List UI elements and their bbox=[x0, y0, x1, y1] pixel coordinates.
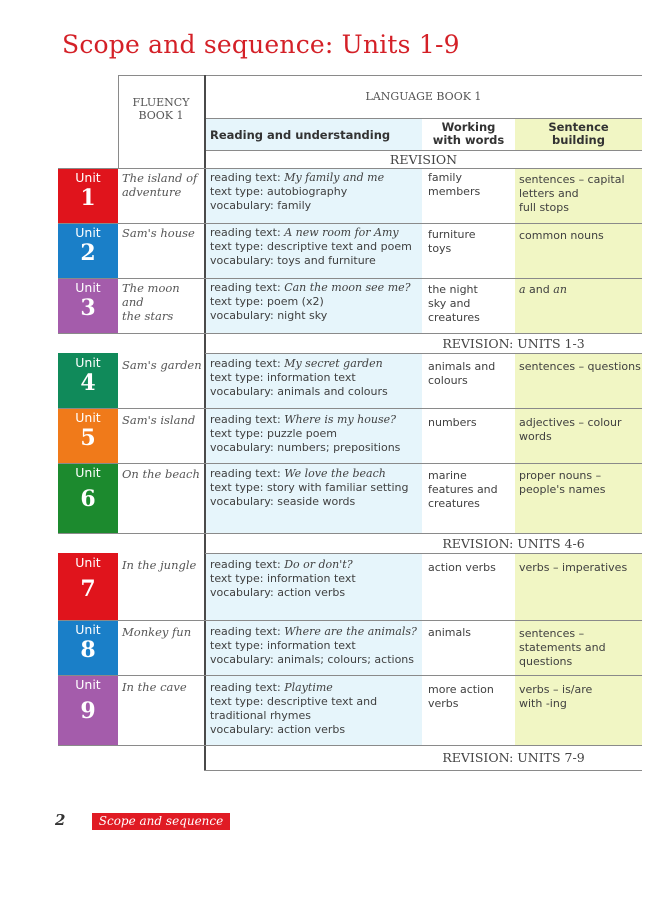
text-type: text type: poem (x2) bbox=[210, 295, 324, 308]
unit-number: 2 bbox=[80, 240, 96, 266]
reading-text-title: Where is my house? bbox=[284, 413, 397, 426]
fluency-line: The moon and bbox=[122, 281, 180, 309]
reading-cell bbox=[210, 226, 412, 268]
working-cell bbox=[428, 416, 477, 430]
row-line bbox=[58, 408, 642, 409]
fluency-book-header bbox=[118, 96, 204, 122]
reading-cell bbox=[210, 558, 356, 600]
reading-text-title: Can the moon see me? bbox=[284, 281, 411, 294]
unit-badge-5 bbox=[58, 408, 118, 463]
sentence-line: sentences – capital bbox=[519, 173, 625, 186]
sentence-header-line2: building bbox=[552, 133, 605, 147]
working-line: sky and bbox=[428, 297, 471, 310]
fluency-line: the stars bbox=[122, 309, 174, 323]
reading-text-label: reading text: bbox=[210, 171, 285, 184]
sentence-line: proper nouns – bbox=[519, 469, 602, 482]
text-type: text type: story with familiar setting bbox=[210, 481, 409, 494]
fluency-line: adventure bbox=[122, 185, 182, 199]
fluency-line: Sam's island bbox=[122, 413, 196, 427]
text-type: traditional rhymes bbox=[210, 709, 312, 722]
table-top-border bbox=[118, 75, 642, 76]
reading-text-title: A new room for Amy bbox=[284, 226, 399, 239]
vocabulary: vocabulary: numbers; prepositions bbox=[210, 441, 401, 454]
row-line bbox=[58, 333, 642, 334]
sentence-line: adjectives – colour bbox=[519, 416, 622, 429]
reading-cell bbox=[210, 625, 417, 667]
sentence-cell bbox=[519, 627, 606, 669]
unit-number: 5 bbox=[80, 425, 96, 451]
working-line: more action bbox=[428, 683, 494, 696]
fluency-line: Sam's garden bbox=[122, 358, 202, 372]
reading-text-label: reading text: bbox=[210, 625, 285, 638]
sentence-cell bbox=[519, 173, 625, 215]
main-divider bbox=[204, 75, 206, 770]
reading-text-label: reading text: bbox=[210, 413, 285, 426]
unit-badge-2 bbox=[58, 223, 118, 278]
fluency-line: In the jungle bbox=[122, 558, 197, 572]
working-cell bbox=[428, 469, 498, 511]
row-line bbox=[58, 168, 642, 169]
revision-row: REVISION: UNITS 7-9 bbox=[442, 750, 585, 765]
vocabulary: vocabulary: animals and colours bbox=[210, 385, 388, 398]
vocabulary: vocabulary: seaside words bbox=[210, 495, 356, 508]
unit-label: Unit bbox=[75, 170, 101, 185]
working-line: furniture bbox=[428, 228, 476, 241]
reading-text-label: reading text: bbox=[210, 558, 285, 571]
revision-row: REVISION: UNITS 4-6 bbox=[442, 536, 585, 551]
reading-text-label: reading text: bbox=[210, 357, 285, 370]
row-line bbox=[58, 745, 642, 746]
working-cell bbox=[428, 283, 480, 325]
sentence-cell bbox=[519, 416, 622, 444]
fluency-cell bbox=[122, 467, 202, 481]
row-line bbox=[58, 463, 642, 464]
unit-label: Unit bbox=[75, 465, 101, 480]
unit-label: Unit bbox=[75, 677, 101, 692]
fluency-cell bbox=[122, 413, 202, 427]
subheader-bottom-border bbox=[205, 150, 642, 151]
vocabulary: vocabulary: toys and furniture bbox=[210, 254, 376, 267]
working-line: creatures bbox=[428, 311, 480, 324]
sentence-line: verbs – imperatives bbox=[519, 561, 628, 574]
table-bottom-border bbox=[204, 770, 642, 771]
unit-badge-4 bbox=[58, 353, 118, 408]
vocabulary: vocabulary: action verbs bbox=[210, 723, 346, 736]
reading-cell bbox=[210, 171, 384, 213]
unit-number: 8 bbox=[80, 637, 96, 663]
unit-badge-7 bbox=[58, 553, 118, 620]
working-cell bbox=[428, 360, 495, 388]
reading-text-title: My family and me bbox=[284, 171, 385, 184]
unit-number: 6 bbox=[80, 486, 96, 512]
fluency-cell bbox=[122, 226, 202, 240]
sentence-line: verbs – is/are bbox=[519, 683, 593, 696]
unit-label: Unit bbox=[75, 622, 101, 637]
unit-label: Unit bbox=[75, 225, 101, 240]
working-cell bbox=[428, 561, 496, 575]
reading-cell bbox=[210, 413, 400, 455]
working-line: verbs bbox=[428, 697, 459, 710]
sentence-article-an: an bbox=[553, 283, 567, 296]
unit-badge-6 bbox=[58, 463, 118, 533]
working-column-header bbox=[422, 121, 515, 147]
text-type: text type: information text bbox=[210, 371, 356, 384]
row-line bbox=[58, 620, 642, 621]
subheader-top-border bbox=[205, 118, 642, 119]
sentence-cell bbox=[519, 683, 592, 711]
working-header-line1: Working bbox=[441, 120, 496, 134]
sentence-column-header bbox=[515, 121, 642, 147]
working-line: members bbox=[428, 185, 481, 198]
unit-badge-9 bbox=[58, 675, 118, 745]
fluency-cell bbox=[122, 358, 202, 372]
text-type: text type: autobiography bbox=[210, 185, 348, 198]
sentence-and: and bbox=[525, 283, 554, 296]
working-cell bbox=[428, 683, 494, 711]
sentence-line: sentences – questions bbox=[519, 360, 641, 373]
vocabulary: vocabulary: action verbs bbox=[210, 586, 346, 599]
row-line bbox=[58, 675, 642, 676]
fluency-line: The island of bbox=[122, 171, 198, 185]
text-type: text type: information text bbox=[210, 639, 356, 652]
reading-text-title: Playtime bbox=[284, 681, 333, 694]
sentence-cell bbox=[519, 561, 627, 575]
unit-number: 9 bbox=[80, 698, 96, 724]
fluency-cell bbox=[122, 680, 202, 694]
unit-number: 4 bbox=[80, 370, 96, 396]
unit-badge-3 bbox=[58, 278, 118, 333]
working-line: features and bbox=[428, 483, 498, 496]
unit-label: Unit bbox=[75, 280, 101, 295]
working-line: toys bbox=[428, 242, 452, 255]
working-line: creatures bbox=[428, 497, 480, 510]
fluency-cell bbox=[122, 625, 202, 639]
text-type: text type: descriptive text and poem bbox=[210, 240, 412, 253]
working-line: the night bbox=[428, 283, 478, 296]
fluency-line: Monkey fun bbox=[122, 625, 192, 639]
reading-text-title: We love the beach bbox=[284, 467, 386, 480]
text-type: text type: descriptive text and bbox=[210, 695, 378, 708]
unit-label: Unit bbox=[75, 410, 101, 425]
fluency-cell bbox=[122, 558, 202, 572]
sentence-cell bbox=[519, 283, 567, 297]
unit-badge-8 bbox=[58, 620, 118, 675]
vocabulary: vocabulary: family bbox=[210, 199, 312, 212]
text-type: text type: information text bbox=[210, 572, 356, 585]
unit-label: Unit bbox=[75, 555, 101, 570]
working-line: animals and bbox=[428, 360, 496, 373]
sentence-cell bbox=[519, 360, 641, 374]
working-header-line2: with words bbox=[432, 133, 505, 147]
fluency-cell bbox=[122, 171, 202, 199]
row-line bbox=[58, 533, 642, 534]
working-cell bbox=[428, 171, 480, 199]
sentence-line: letters and bbox=[519, 187, 579, 200]
fluency-cell bbox=[122, 281, 202, 323]
sentence-line: people's names bbox=[519, 483, 606, 496]
page-title: Scope and sequence: Units 1-9 bbox=[62, 30, 460, 59]
fluency-header-text: FLUENCY BOOK 1 bbox=[132, 96, 190, 122]
reading-cell bbox=[210, 281, 411, 323]
reading-column-header: Reading and understanding bbox=[210, 128, 391, 142]
row-line bbox=[205, 553, 642, 554]
reading-text-label: reading text: bbox=[210, 226, 285, 239]
revision-row: REVISION bbox=[389, 152, 458, 167]
working-line: numbers bbox=[428, 416, 477, 429]
reading-text-title: Where are the animals? bbox=[284, 625, 417, 638]
fluency-line: Sam's house bbox=[122, 226, 195, 240]
row-line bbox=[58, 223, 642, 224]
working-line: animals bbox=[428, 626, 472, 639]
sentence-header-line1: Sentence bbox=[548, 120, 609, 134]
language-book-header: LANGUAGE BOOK 1 bbox=[365, 90, 482, 103]
reading-text-label: reading text: bbox=[210, 681, 285, 694]
reading-text-label: reading text: bbox=[210, 281, 285, 294]
reading-text-label: reading text: bbox=[210, 467, 285, 480]
unit-number: 3 bbox=[80, 295, 96, 321]
sentence-cell bbox=[519, 229, 604, 243]
reading-cell bbox=[210, 357, 388, 399]
text-type: text type: puzzle poem bbox=[210, 427, 337, 440]
vocabulary: vocabulary: night sky bbox=[210, 309, 328, 322]
working-cell bbox=[428, 228, 476, 256]
working-line: family bbox=[428, 171, 462, 184]
section-tag: Scope and sequence bbox=[92, 813, 230, 830]
sentence-line: with -ing bbox=[519, 697, 567, 710]
working-line: colours bbox=[428, 374, 468, 387]
row-line bbox=[205, 353, 642, 354]
fluency-line: In the cave bbox=[122, 680, 187, 694]
unit-number: 1 bbox=[80, 185, 96, 211]
unit-number: 7 bbox=[80, 576, 96, 602]
unit-badge-1 bbox=[58, 168, 118, 223]
reading-cell bbox=[210, 681, 377, 737]
sentence-cell bbox=[519, 469, 605, 497]
sentence-line: questions bbox=[519, 655, 573, 668]
working-line: marine bbox=[428, 469, 467, 482]
sentence-article-a: a bbox=[519, 283, 526, 296]
sentence-line: common nouns bbox=[519, 229, 604, 242]
page-number: 2 bbox=[55, 811, 66, 829]
unit-label: Unit bbox=[75, 355, 101, 370]
reading-text-title: My secret garden bbox=[284, 357, 383, 370]
working-line: action verbs bbox=[428, 561, 496, 574]
reading-cell bbox=[210, 467, 409, 509]
fluency-line: On the beach bbox=[122, 467, 200, 481]
sentence-line: statements and bbox=[519, 641, 606, 654]
working-cell bbox=[428, 626, 471, 640]
sentence-line: full stops bbox=[519, 201, 569, 214]
sentence-line: sentences – bbox=[519, 627, 585, 640]
row-line bbox=[58, 278, 642, 279]
vocabulary: vocabulary: animals; colours; actions bbox=[210, 653, 415, 666]
sentence-line: words bbox=[519, 430, 552, 443]
revision-row: REVISION: UNITS 1-3 bbox=[442, 336, 585, 351]
reading-text-title: Do or don't? bbox=[284, 558, 353, 571]
